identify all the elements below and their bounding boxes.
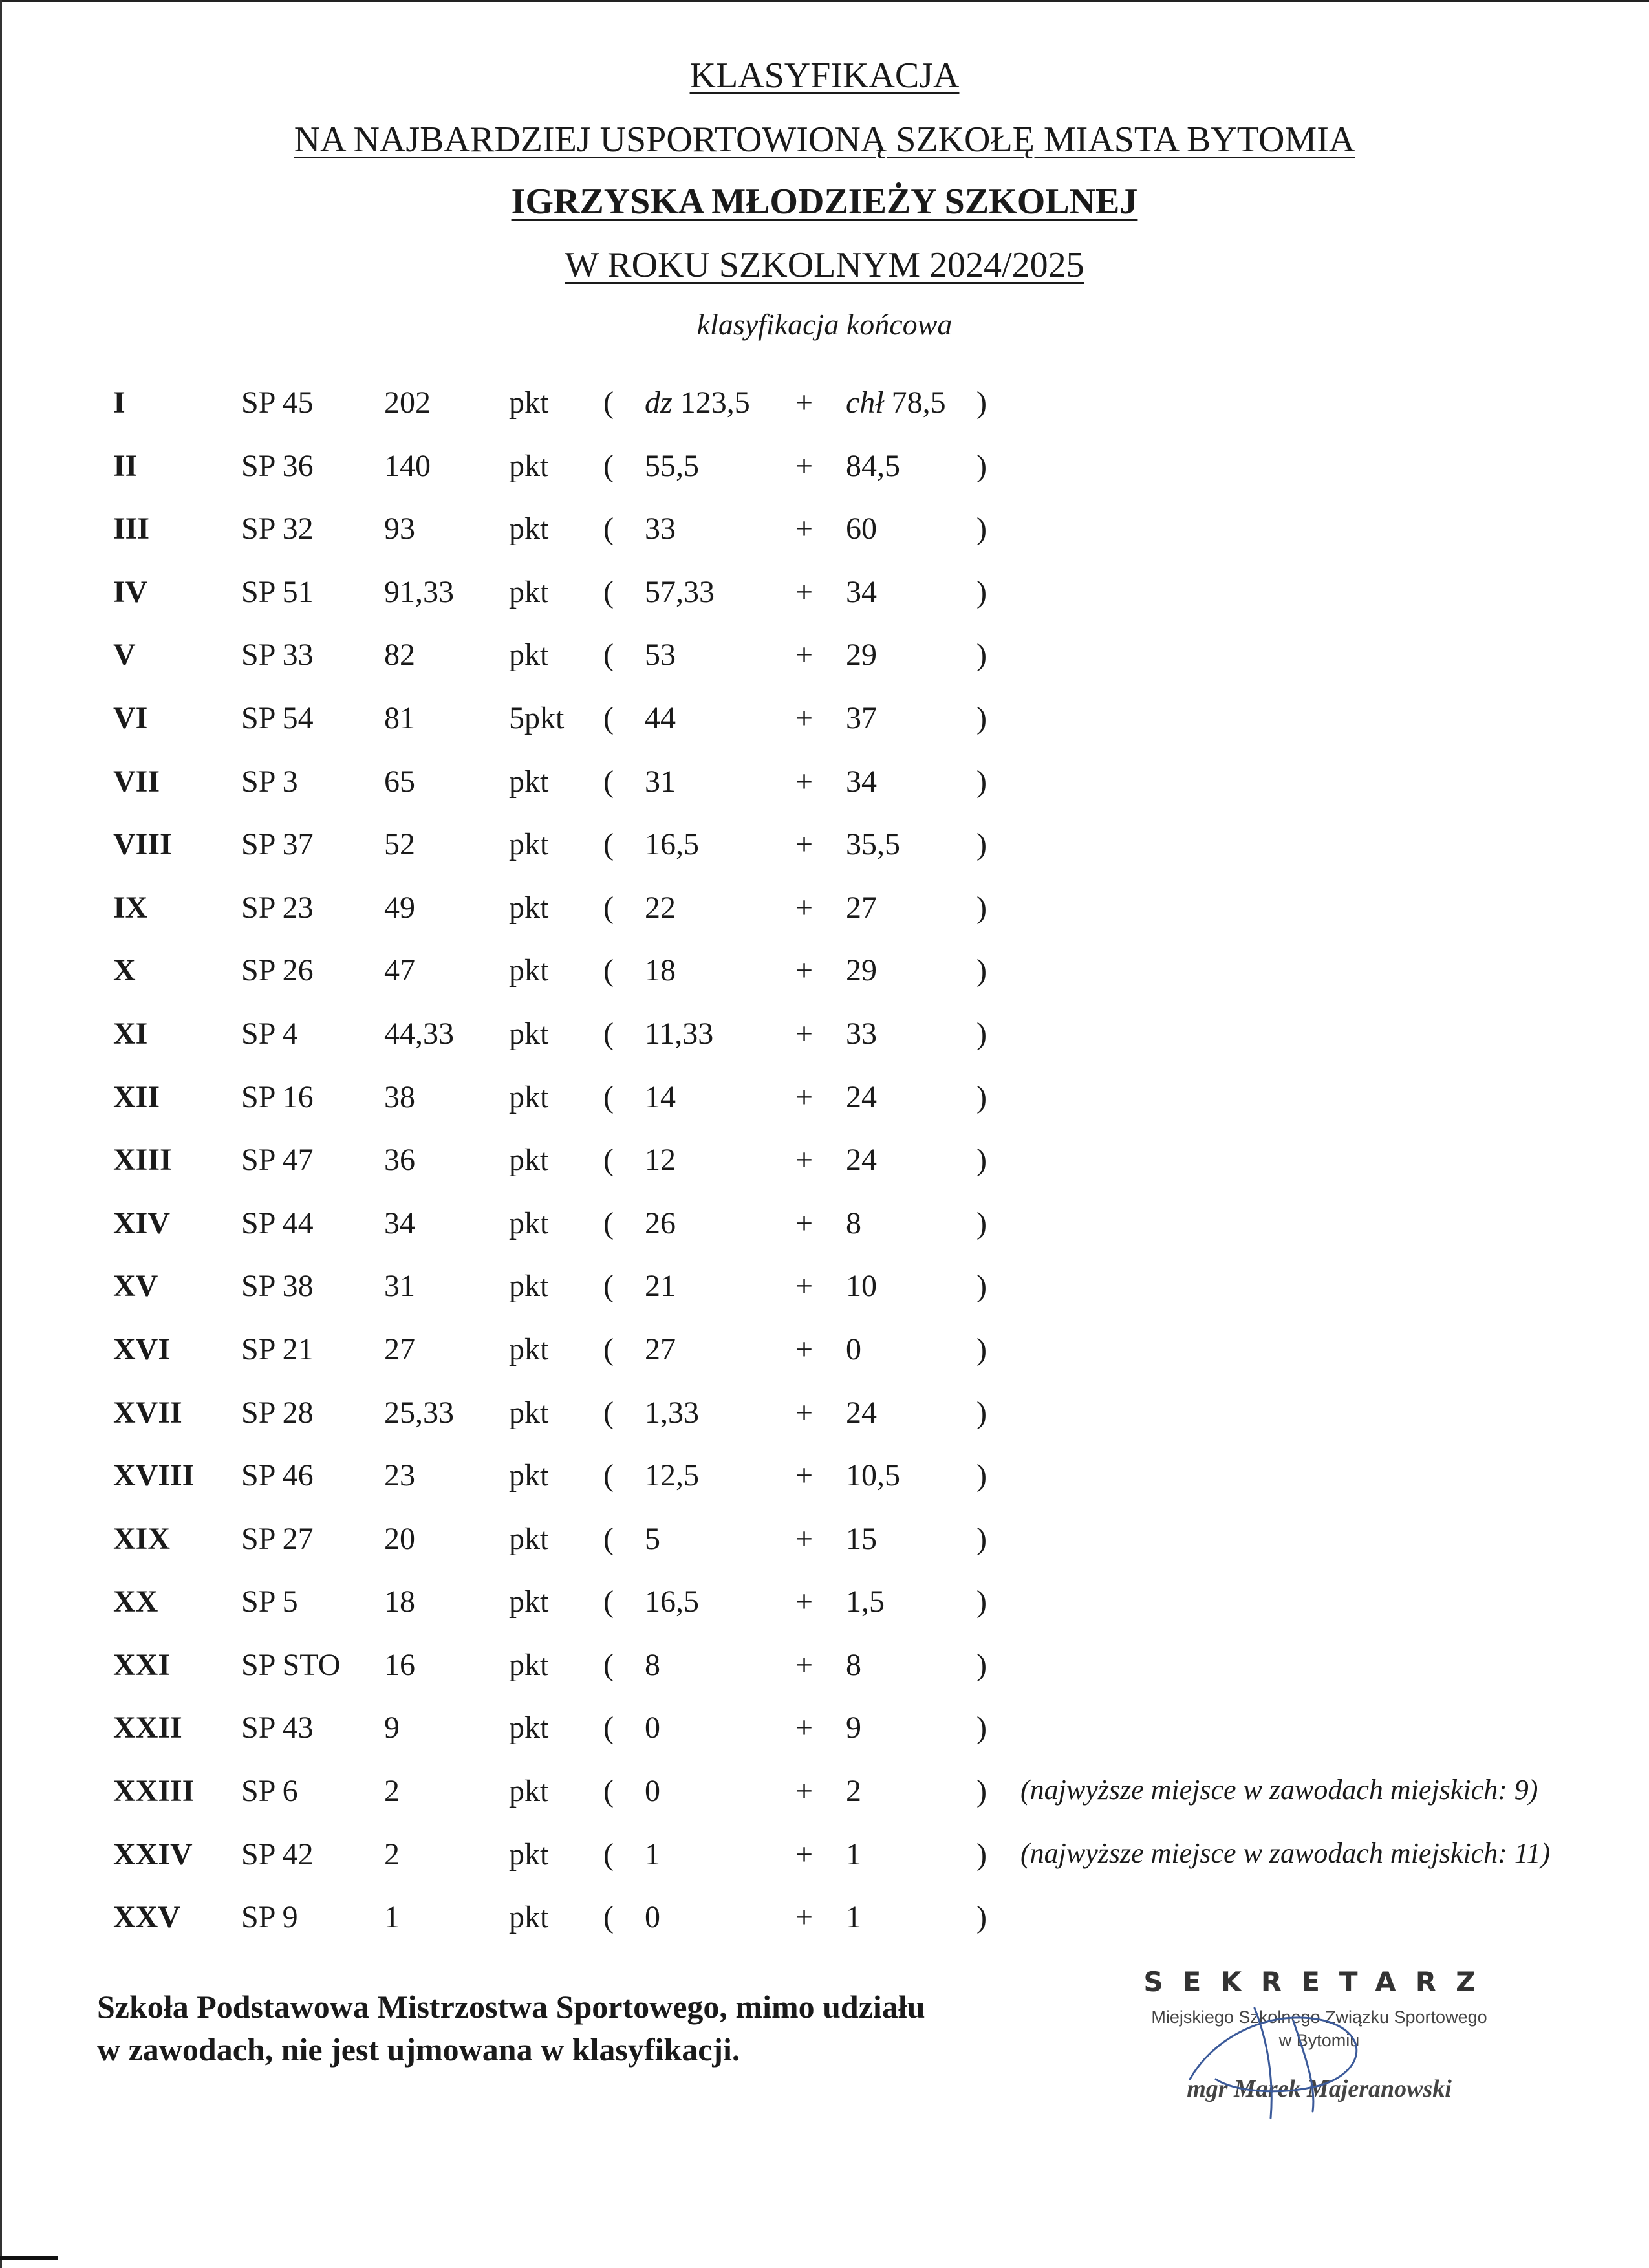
close-paren: ) [976,890,987,925]
plus-sign: + [795,1395,814,1430]
total-points: 81 [384,700,415,735]
school: SP 9 [241,1900,298,1935]
girls-points: 1,33 [645,1395,699,1430]
rank: III [113,512,150,546]
plus-sign: + [795,764,814,799]
girls-points: 31 [645,764,676,799]
ranking-row [0,1458,1649,1521]
unit: pkt [509,512,549,546]
school: SP 33 [241,638,314,673]
open-paren: ( [603,1205,614,1240]
ranking-row [0,1395,1649,1458]
close-paren: ) [976,1584,987,1619]
close-paren: ) [976,512,987,546]
unit: pkt [509,1143,549,1178]
ranking-row [0,1773,1649,1837]
unit: pkt [509,1837,549,1872]
close-paren: ) [976,1837,987,1872]
rank: XIII [113,1143,172,1178]
school: SP 16 [241,1079,314,1114]
school: SP 36 [241,448,314,483]
boys-points: 1 [846,1837,861,1872]
plus-sign: + [795,1774,814,1809]
total-points: 16 [384,1647,415,1682]
open-paren: ( [603,1332,614,1366]
total-points: 18 [384,1584,415,1619]
ranking-row [0,1205,1649,1269]
ranking-row [0,574,1649,638]
boys-points: 34 [846,574,877,609]
close-paren: ) [976,827,987,862]
subtitle-final-classification: klasyfikacja końcowa [696,308,953,341]
school: SP 6 [241,1774,298,1809]
total-points: 23 [384,1458,415,1493]
ranking-row [0,1332,1649,1395]
rank: XX [113,1584,158,1619]
total-points: 47 [384,953,415,988]
plus-sign: + [795,574,814,609]
boys-points-value: 78,5 [891,385,946,420]
unit: pkt [509,1584,549,1619]
school: SP 44 [241,1205,314,1240]
close-paren: ) [976,1458,987,1493]
plus-sign: + [795,890,814,925]
girls-points: 0 [645,1711,660,1745]
boys-points: 84,5 [846,448,900,483]
school: SP 4 [241,1016,298,1051]
close-paren: ) [976,700,987,735]
ranking-row [0,448,1649,512]
unit: pkt [509,385,549,420]
girls-points: 21 [645,1269,676,1304]
unit: pkt [509,1458,549,1493]
rank: XI [113,1016,148,1051]
total-points: 2 [384,1774,400,1809]
total-points: 65 [384,764,415,799]
total-points: 31 [384,1269,415,1304]
close-paren: ) [976,1269,987,1304]
plus-sign: + [795,512,814,546]
ranking-row [0,1016,1649,1079]
rank: I [113,385,125,420]
total-points: 49 [384,890,415,925]
open-paren: ( [603,953,614,988]
title-games: IGRZYSKA MŁODZIEŻY SZKOLNEJ [511,182,1138,222]
open-paren: ( [603,1458,614,1493]
ranking-row [0,700,1649,764]
stamp-city: w Bytomiu [1278,2031,1360,2050]
school: SP 43 [241,1711,314,1745]
ranking-row [0,953,1649,1016]
ranking-row [0,1142,1649,1205]
plus-sign: + [795,1016,814,1051]
girls-points: 0 [645,1774,660,1809]
girls-points: 5 [645,1521,660,1556]
girls-points: 14 [645,1079,676,1114]
unit: pkt [509,448,549,483]
total-points: 2 [384,1837,400,1872]
girls-points: 12 [645,1143,676,1178]
plus-sign: + [795,1079,814,1114]
school: SP 46 [241,1458,314,1493]
boys-points: 29 [846,638,877,673]
close-paren: ) [976,1016,987,1051]
close-paren: ) [976,448,987,483]
school: SP 47 [241,1143,314,1178]
school: SP 51 [241,574,314,609]
school: SP 32 [241,512,314,546]
unit: 5pkt [509,700,565,735]
ranking-row [0,385,1649,448]
plus-sign: + [795,1205,814,1240]
close-paren: ) [976,1900,987,1935]
open-paren: ( [603,1774,614,1809]
open-paren: ( [603,1395,614,1430]
rank: XIX [113,1521,171,1556]
handwritten-signature [1177,1982,1384,2124]
ranking-row [0,826,1649,890]
girls-points: 12,5 [645,1458,699,1493]
plus-sign: + [795,1711,814,1745]
total-points: 9 [384,1711,400,1745]
boys-points: 29 [846,953,877,988]
school: SP 28 [241,1395,314,1430]
ranking-row [0,1079,1649,1143]
boys-points: 27 [846,890,877,925]
open-paren: ( [603,1711,614,1745]
rank: VII [113,764,160,799]
girls-points: 55,5 [645,448,699,483]
ranking-row [0,511,1649,574]
boys-points: 24 [846,1395,877,1430]
open-paren: ( [603,700,614,735]
rank: IV [113,574,148,609]
girls-points: 8 [645,1647,660,1682]
school: SP 3 [241,764,298,799]
rank: XXIV [113,1837,193,1872]
open-paren: ( [603,448,614,483]
plus-sign: + [795,1837,814,1872]
close-paren: ) [976,385,987,420]
open-paren: ( [603,1016,614,1051]
plus-sign: + [795,953,814,988]
boys-points: 1,5 [846,1584,885,1619]
school: SP 45 [241,385,314,420]
unit: pkt [509,1269,549,1304]
unit: pkt [509,638,549,673]
school: SP 21 [241,1332,314,1366]
girls-points [645,385,750,420]
plus-sign: + [795,1143,814,1178]
close-paren: ) [976,764,987,799]
girls-points: 11,33 [645,1016,714,1051]
boys-points: 35,5 [846,827,900,862]
girls-points: 16,5 [645,827,699,862]
unit: pkt [509,1521,549,1556]
rank: XVII [113,1395,182,1430]
unit: pkt [509,574,549,609]
close-paren: ) [976,1521,987,1556]
girls-points: 53 [645,638,676,673]
footnote-line-1: Szkoła Podstawowa Mistrzostwa Sportowego, mimo udziału [97,1989,925,2025]
plus-sign: + [795,1269,814,1304]
open-paren: ( [603,385,614,420]
open-paren: ( [603,1521,614,1556]
plus-sign: + [795,1900,814,1935]
rank: XXI [113,1647,171,1682]
unit: pkt [509,1711,549,1745]
open-paren: ( [603,638,614,673]
school: SP 54 [241,700,314,735]
ranking-row [0,637,1649,700]
school: SP 23 [241,890,314,925]
open-paren: ( [603,1900,614,1935]
rank: X [113,953,136,988]
boys-points: 15 [846,1521,877,1556]
plus-sign: + [795,385,814,420]
stamp-organization: Miejskiego Szkolnego Związku Sportowego [1151,2007,1487,2027]
rank: V [113,638,136,673]
total-points: 27 [384,1332,415,1366]
close-paren: ) [976,1647,987,1682]
unit: pkt [509,1332,549,1366]
rank: XXII [113,1711,182,1745]
girls-points: 27 [645,1332,676,1366]
ranking-row [0,1837,1649,1900]
girls-points: 57,33 [645,574,715,609]
boys-points: 24 [846,1143,877,1178]
title-classification: KLASYFIKACJA [689,56,960,96]
girls-points: 18 [645,953,676,988]
plus-sign: + [795,1458,814,1493]
close-paren: ) [976,638,987,673]
boys-points: 34 [846,764,877,799]
open-paren: ( [603,1584,614,1619]
plus-sign: + [795,1584,814,1619]
rank: IX [113,890,148,925]
boys-points: 60 [846,512,877,546]
close-paren: ) [976,1774,987,1809]
rank: VI [113,700,148,735]
total-points: 20 [384,1521,415,1556]
unit: pkt [509,953,549,988]
boys-points: 24 [846,1079,877,1114]
plus-sign: + [795,638,814,673]
total-points: 82 [384,638,415,673]
school: SP 5 [241,1584,298,1619]
note: (najwyższe miejsce w zawodach miejskich: 9) [1020,1774,1538,1806]
ranking-row [0,1647,1649,1711]
open-paren: ( [603,1143,614,1178]
boys-points: 37 [846,700,877,735]
plus-sign: + [795,700,814,735]
total-points: 34 [384,1205,415,1240]
ranking-row [0,1710,1649,1773]
rank: XII [113,1079,160,1114]
boys-points: 9 [846,1711,861,1745]
rank: VIII [113,827,172,862]
open-paren: ( [603,1837,614,1872]
school: SP 38 [241,1269,314,1304]
total-points: 93 [384,512,415,546]
girls-points: 1 [645,1837,660,1872]
stamp-signatory-name: mgr Marek Majeranowski [1187,2075,1452,2102]
close-paren: ) [976,1205,987,1240]
girls-points-prefix: dz [645,385,673,420]
boys-points: 1 [846,1900,861,1935]
boys-points: 10,5 [846,1458,900,1493]
plus-sign: + [795,1521,814,1556]
unit: pkt [509,764,549,799]
school: SP 27 [241,1521,314,1556]
total-points: 140 [384,448,431,483]
rank: XV [113,1269,158,1304]
girls-points: 16,5 [645,1584,699,1619]
close-paren: ) [976,1711,987,1745]
girls-points-value: 123,5 [680,385,750,420]
rank: XVIII [113,1458,195,1493]
rank: XVI [113,1332,171,1366]
note: (najwyższe miejsce w zawodach miejskich: 11) [1020,1837,1551,1869]
open-paren: ( [603,1269,614,1304]
boys-points: 0 [846,1332,861,1366]
ranking-table [0,385,1649,1963]
boys-points: 2 [846,1774,861,1809]
title-competition: NA NAJBARDZIEJ USPORTOWIONĄ SZKOŁĘ MIASTA BYTOMIA [294,120,1355,160]
open-paren: ( [603,512,614,546]
ranking-row [0,890,1649,953]
unit: pkt [509,1016,549,1051]
unit: pkt [509,827,549,862]
open-paren: ( [603,574,614,609]
plus-sign: + [795,1647,814,1682]
total-points: 25,33 [384,1395,454,1430]
girls-points: 44 [645,700,676,735]
scan-edge-top [0,0,1649,2]
ranking-row [0,1899,1649,1963]
school: SP 37 [241,827,314,862]
scan-edge-corner [0,2256,58,2260]
school: SP 42 [241,1837,314,1872]
ranking-row [0,1268,1649,1332]
unit: pkt [509,1647,549,1682]
plus-sign: + [795,448,814,483]
close-paren: ) [976,1395,987,1430]
boys-points: 33 [846,1016,877,1051]
boys-points-prefix: chł [846,385,884,420]
total-points: 52 [384,827,415,862]
unit: pkt [509,1900,549,1935]
open-paren: ( [603,764,614,799]
school: SP STO [241,1647,341,1682]
total-points: 91,33 [384,574,454,609]
rank: XXV [113,1900,180,1935]
open-paren: ( [603,827,614,862]
total-points: 38 [384,1079,415,1114]
total-points: 1 [384,1900,400,1935]
unit: pkt [509,1774,549,1809]
ranking-row [0,1521,1649,1584]
open-paren: ( [603,1079,614,1114]
rank: II [113,448,138,483]
school: SP 26 [241,953,314,988]
girls-points: 0 [645,1900,660,1935]
ranking-row [0,764,1649,827]
footnote-line-2: w zawodach, nie jest ujmowana w klasyfikacji. [97,2031,740,2068]
girls-points: 33 [645,512,676,546]
close-paren: ) [976,1079,987,1114]
open-paren: ( [603,1647,614,1682]
title-school-year: W ROKU SZKOLNYM 2024/2025 [565,245,1084,285]
unit: pkt [509,1079,549,1114]
total-points: 44,33 [384,1016,454,1051]
rank: XXIII [113,1774,195,1809]
close-paren: ) [976,953,987,988]
close-paren: ) [976,1332,987,1366]
total-points: 202 [384,385,431,420]
girls-points: 22 [645,890,676,925]
ranking-row [0,1584,1649,1647]
plus-sign: + [795,827,814,862]
open-paren: ( [603,890,614,925]
boys-points: 8 [846,1205,861,1240]
stamp-title: SEKRETARZ [1143,1966,1495,1998]
boys-points: 8 [846,1647,861,1682]
close-paren: ) [976,574,987,609]
unit: pkt [509,890,549,925]
boys-points [846,385,946,420]
unit: pkt [509,1205,549,1240]
plus-sign: + [795,1332,814,1366]
boys-points: 10 [846,1269,877,1304]
close-paren: ) [976,1143,987,1178]
footnote [97,1985,1106,2071]
rank: XIV [113,1205,171,1240]
girls-points: 26 [645,1205,676,1240]
total-points: 36 [384,1143,415,1178]
unit: pkt [509,1395,549,1430]
